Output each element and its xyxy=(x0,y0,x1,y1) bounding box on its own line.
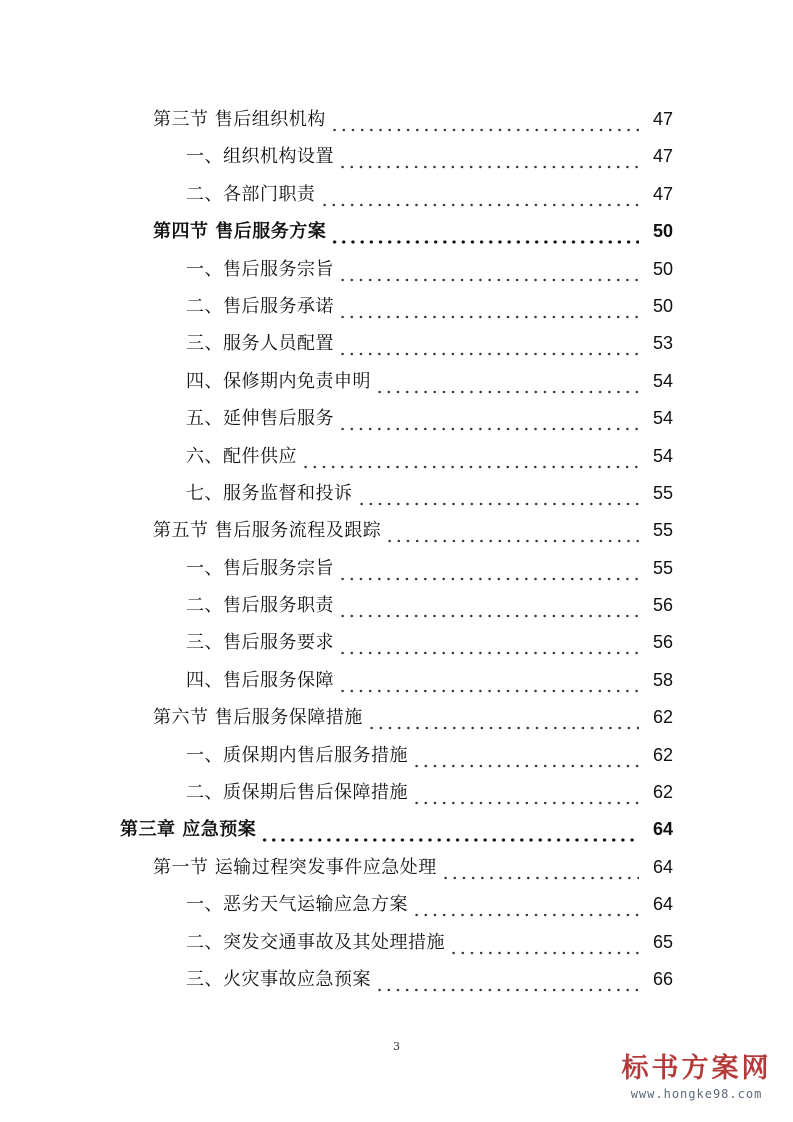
toc-dot-leader xyxy=(338,400,639,437)
toc-dot-leader xyxy=(367,699,639,736)
toc-entry-page: 64 xyxy=(652,894,673,915)
toc-dot-leader xyxy=(338,325,639,362)
toc-dot-leader xyxy=(412,737,639,774)
toc-entry-page: 62 xyxy=(652,782,673,803)
toc-entry-page: 47 xyxy=(652,183,673,204)
toc-entry-label: 第三节 售后组织机构 xyxy=(153,109,326,130)
toc-entry[interactable] xyxy=(0,101,793,138)
toc-entry-page: 47 xyxy=(652,109,673,129)
toc-entry-label: 六、配件供应 xyxy=(186,445,297,467)
toc-entry-label: 四、售后服务保障 xyxy=(186,669,334,691)
toc-entry-label: 二、突发交通事故及其处理措施 xyxy=(186,931,445,953)
toc-dot-leader xyxy=(330,213,639,250)
toc-dot-leader xyxy=(260,811,639,848)
toc-entry[interactable] xyxy=(0,624,793,661)
toc-entry-page: 62 xyxy=(652,707,673,728)
toc-entry[interactable] xyxy=(0,475,793,512)
toc-entry-page: 64 xyxy=(652,819,673,840)
toc-dot-leader xyxy=(375,363,639,400)
watermark-title: 标书方案网 xyxy=(621,1053,772,1084)
toc-entry[interactable] xyxy=(0,737,793,774)
toc-entry-label: 三、售后服务要求 xyxy=(186,632,334,654)
toc-entry-label: 三、火灾事故应急预案 xyxy=(186,968,371,990)
toc-entry-label: 一、质保期内售后服务措施 xyxy=(186,744,408,766)
toc-entry[interactable] xyxy=(0,662,793,699)
toc-entry-page: 47 xyxy=(652,146,673,167)
toc-entry-page: 50 xyxy=(652,295,673,316)
toc-entry-label: 第四节 售后服务方案 xyxy=(153,221,327,243)
toc-dot-leader xyxy=(330,101,639,138)
toc-entry[interactable] xyxy=(0,924,793,961)
toc-entry-page: 50 xyxy=(652,258,673,279)
toc-entry[interactable] xyxy=(0,213,793,250)
page-number: 3 xyxy=(393,1040,400,1053)
toc-entry[interactable] xyxy=(0,849,793,886)
toc-dot-leader xyxy=(385,512,639,549)
toc-entry[interactable] xyxy=(0,138,793,175)
toc-entry[interactable] xyxy=(0,699,793,736)
toc-entry-label: 第一节 运输过程突发事件应急处理 xyxy=(153,856,437,878)
toc-entry[interactable] xyxy=(0,550,793,587)
watermark-url: www.hongke98.com xyxy=(630,1087,763,1101)
toc-entry-label: 一、组织机构设置 xyxy=(186,146,334,168)
toc-dot-leader xyxy=(320,176,640,213)
toc-entry-label: 四、保修期内免责申明 xyxy=(186,370,371,392)
toc-dot-leader xyxy=(338,624,639,661)
toc-entry[interactable] xyxy=(0,288,793,325)
toc-dot-leader xyxy=(375,961,639,998)
toc-entry[interactable] xyxy=(0,587,793,624)
toc-entry-label: 二、各部门职责 xyxy=(186,183,316,205)
toc-entry-page: 55 xyxy=(652,482,673,503)
toc-dot-leader xyxy=(338,550,639,587)
toc-entry-label: 第六节 售后服务保障措施 xyxy=(153,707,363,729)
table-of-contents xyxy=(0,101,793,998)
toc-entry-page: 53 xyxy=(652,333,673,354)
toc-entry[interactable] xyxy=(0,400,793,437)
toc-entry-label: 五、延伸售后服务 xyxy=(186,408,334,430)
toc-entry-label: 三、服务人员配置 xyxy=(186,333,334,355)
toc-entry-label: 二、售后服务职责 xyxy=(186,595,334,617)
toc-dot-leader xyxy=(338,662,639,699)
toc-dot-leader xyxy=(338,587,639,624)
toc-entry-label: 一、售后服务宗旨 xyxy=(186,557,334,579)
toc-entry[interactable] xyxy=(0,961,793,998)
toc-entry[interactable] xyxy=(0,512,793,549)
toc-entry-page: 58 xyxy=(652,669,673,690)
toc-entry[interactable] xyxy=(0,811,793,848)
toc-dot-leader xyxy=(338,251,639,288)
toc-entry-page: 56 xyxy=(652,595,673,616)
toc-entry-page: 55 xyxy=(652,557,673,578)
toc-entry-page: 55 xyxy=(652,520,673,541)
toc-entry-label: 二、质保期后售后保障措施 xyxy=(186,782,408,804)
toc-entry[interactable] xyxy=(0,176,793,213)
toc-entry[interactable] xyxy=(0,438,793,475)
toc-entry-label: 二、售后服务承诺 xyxy=(186,295,334,317)
toc-entry-page: 56 xyxy=(652,632,673,653)
toc-entry-page: 65 xyxy=(652,931,673,952)
toc-entry-label: 第三章 应急预案 xyxy=(120,819,257,841)
watermark-logo xyxy=(614,1052,779,1112)
toc-entry-page: 50 xyxy=(652,221,673,242)
toc-dot-leader xyxy=(357,475,640,512)
toc-entry-page: 64 xyxy=(652,856,673,877)
toc-entry-label: 一、售后服务宗旨 xyxy=(186,258,334,280)
toc-dot-leader xyxy=(412,774,639,811)
toc-entry-label: 一、恶劣天气运输应急方案 xyxy=(186,894,408,916)
toc-entry[interactable] xyxy=(0,886,793,923)
toc-dot-leader xyxy=(412,886,639,923)
toc-dot-leader xyxy=(441,849,639,886)
toc-entry-label: 七、服务监督和投诉 xyxy=(186,482,353,504)
toc-entry-label: 第五节 售后服务流程及跟踪 xyxy=(153,520,382,542)
toc-entry-page: 54 xyxy=(652,445,673,466)
toc-entry[interactable] xyxy=(0,774,793,811)
toc-dot-leader xyxy=(301,438,639,475)
toc-entry-page: 54 xyxy=(652,408,673,429)
toc-dot-leader xyxy=(338,288,639,325)
toc-entry-page: 66 xyxy=(652,968,673,989)
toc-dot-leader xyxy=(338,138,639,175)
toc-entry[interactable] xyxy=(0,251,793,288)
toc-entry-page: 54 xyxy=(652,370,673,391)
toc-entry[interactable] xyxy=(0,325,793,362)
toc-entry[interactable] xyxy=(0,363,793,400)
toc-dot-leader xyxy=(449,924,639,961)
toc-entry-page: 62 xyxy=(652,744,673,765)
